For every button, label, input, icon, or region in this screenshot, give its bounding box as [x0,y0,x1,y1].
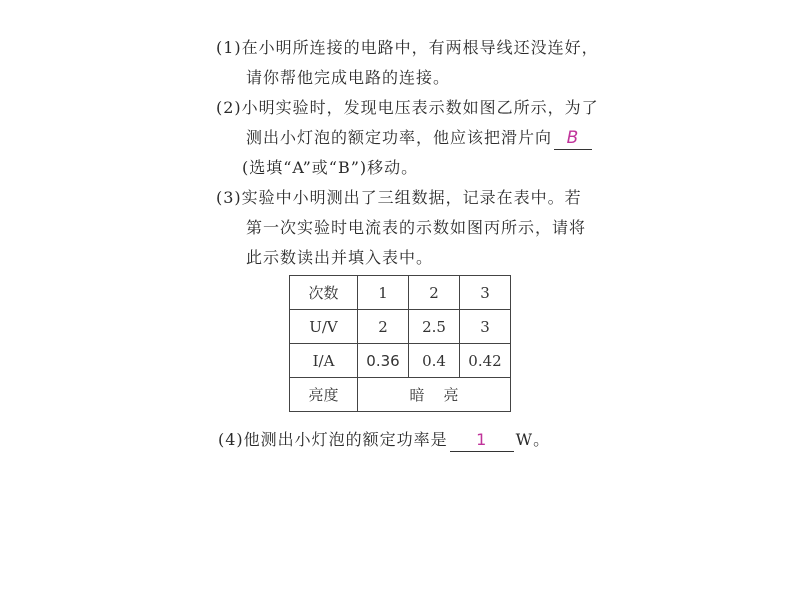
q3-line2: 第一次实验时电流表的示数如图丙所示，请将 [246,218,587,237]
q4-line [218,425,550,455]
table-row [290,276,511,310]
q2-line2-text: 测出小灯泡的额定功率，他应该把滑片向 [246,128,553,147]
q1-line1: (1)在小明所连接的电路中，有两根导线还没连好， [216,38,599,57]
table-cell: 3 [460,310,511,344]
table-cell: 2 [409,276,460,310]
table-cell: 0.42 [460,344,511,378]
data-table [289,275,511,412]
q4-unit: W。 [515,430,551,449]
table-cell-merged: 暗 亮 [358,378,511,412]
table-row [290,344,511,378]
table-row [290,378,511,412]
table-row [290,310,511,344]
q2-answer-blank [554,127,592,150]
table-cell: 2 [358,310,409,344]
q3-line3: 此示数读出并填入表中。 [246,248,434,267]
table-cell: 2.5 [409,310,460,344]
q2-line1: (2)小明实验时，发现电压表示数如图乙所示，为了 [216,98,599,117]
table-cell: 1 [358,276,409,310]
q3-line1: (3)实验中小明测出了三组数据，记录在表中。若 [216,188,582,207]
table-cell: 3 [460,276,511,310]
row-header-count: 次数 [290,276,358,310]
table-cell: 0.4 [409,344,460,378]
q4-text: (4)他测出小灯泡的额定功率是 [218,430,448,449]
q2-answer: B [566,128,580,148]
q2-line2 [246,123,594,153]
table-cell-filled-answer: 0.36 [358,344,409,378]
q2-line3: (选填“A”或“B”)移动。 [242,158,419,177]
q4-answer: 1 [476,430,488,449]
row-header-voltage: U/V [290,310,358,344]
q1-line2: 请你帮他完成电路的连接。 [246,68,451,87]
row-header-brightness: 亮度 [290,378,358,412]
row-header-current: I/A [290,344,358,378]
q4-answer-blank [450,429,514,452]
